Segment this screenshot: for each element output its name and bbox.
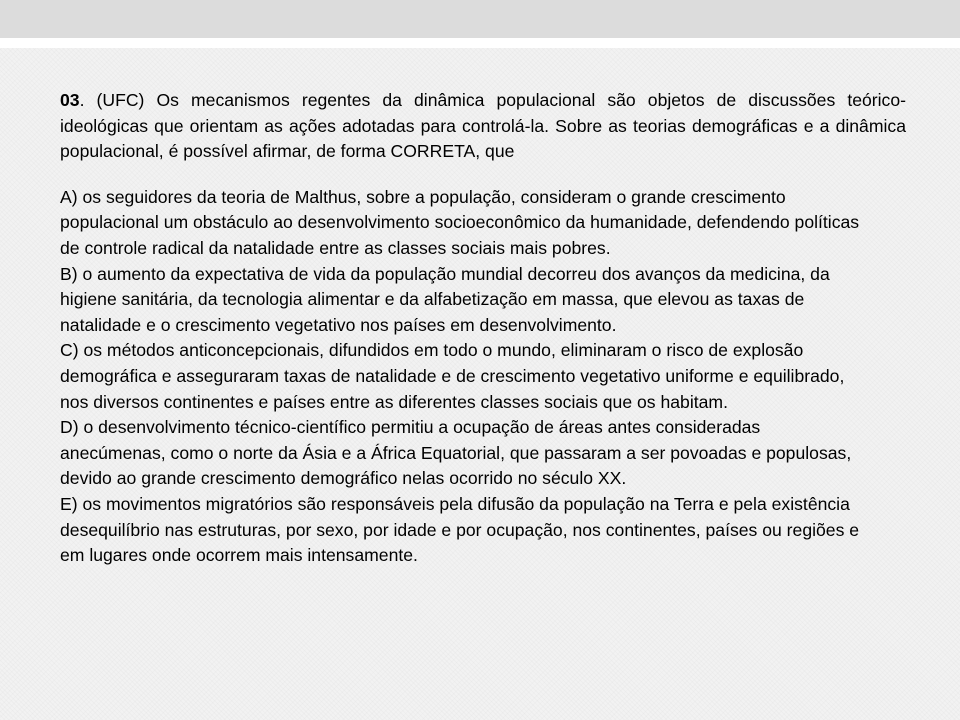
question-statement: [60, 88, 906, 165]
option-d: D) o desenvolvimento técnico-científico permitiu a ocupação de áreas antes consideradas anecúmenas, como o norte da Ásia e a África Equatorial, que passaram a ser povoadas e populosas, devido ao grande crescimento demográfico nelas ocorrido no século XX.: [60, 417, 852, 489]
slide-content: [60, 88, 906, 569]
question-text: . (UFC) Os mecanismos regentes da dinâmica populacional são objetos de discussões teórico-ideológicas que orientam as ações adotadas para controlá-la. Sobre as teorias demográficas e a dinâmica populacional, é possível afirmar, de forma CORRETA, que: [60, 90, 906, 162]
option-e: E) os movimentos migratórios são responsáveis pela difusão da população na Terra e pela existência desequilíbrio nas estruturas, por sexo, por idade e por ocupação, nos continentes, países ou regiões e em lugares onde ocorrem mais intensamente.: [60, 493, 860, 566]
slide-header-band: [0, 0, 960, 38]
question-number: 03: [60, 90, 80, 110]
answer-options: [60, 185, 870, 569]
option-c: C) os métodos anticoncepcionais, difundidos em todo o mundo, eliminaram o risco de explosão demográfica e asseguraram taxas de natalidade e de crescimento vegetativo uniforme e equilibrado, nos diversos continentes e países entre as diferentes classes sociais que os habitam.: [60, 340, 845, 412]
option-b: B) o aumento da expectativa de vida da população mundial decorreu dos avanços da medicina, da higiene sanitária, da tecnologia alimentar e da alfabetização em massa, que elevou as taxas de natalidade e o crescimento vegetativo nos países em desenvolvimento.: [60, 263, 830, 335]
slide-header-divider: [0, 38, 960, 48]
option-a: A) os seguidores da teoria de Malthus, sobre a população, consideram o grande crescimento populacional um obstáculo ao desenvolvimento socioeconômico da humanidade, defendendo políticas de controle radical da natalidade entre as classes sociais mais pobres.: [60, 186, 860, 258]
